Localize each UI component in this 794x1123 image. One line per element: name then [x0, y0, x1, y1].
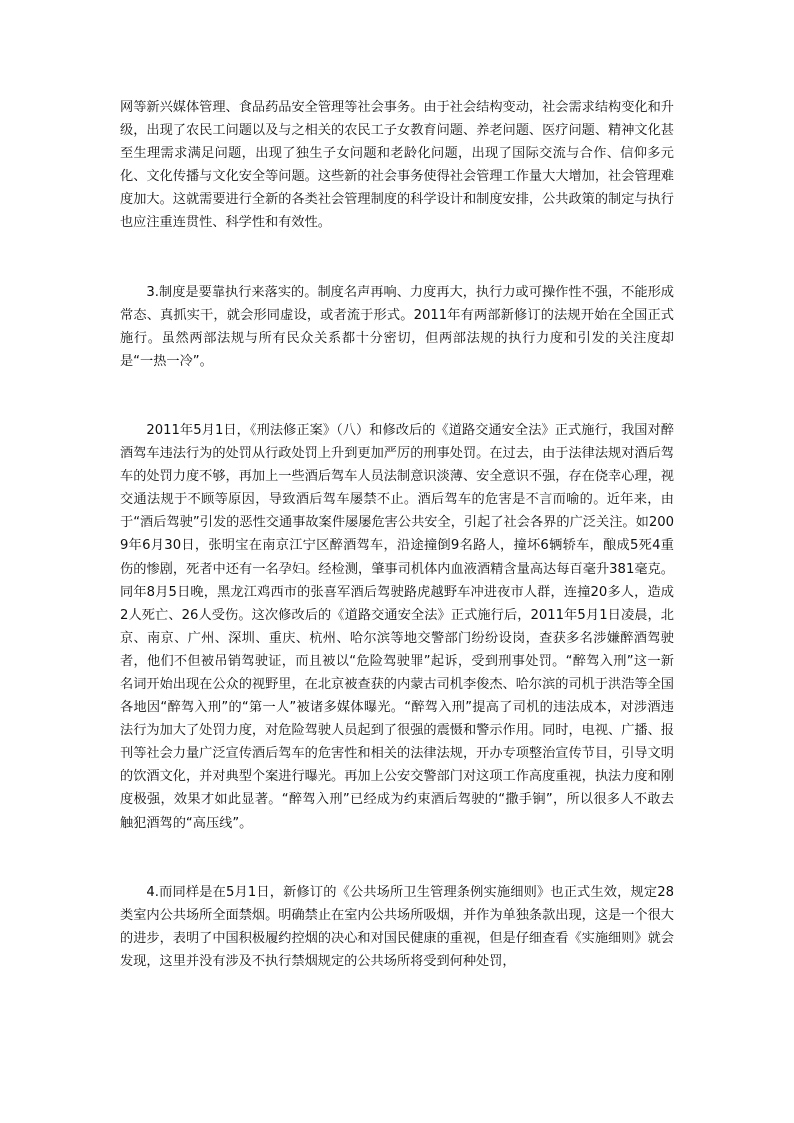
paragraph-social-affairs: 网等新兴媒体管理、食品药品安全管理等社会事务。由于社会结构变动，社会需求结构变化和升级，出现了农民工问题以及与之相关的农民工子女教育问题、养老问题、医疗问题、精神文化甚至生理需求满足问题，出现了独生子女问题和老龄化问题，出现了国际交流与合作、信仰多元化、文化传播与文化安全等问题。这些新的社会事务使得社会管理工作量大大增加，社会管理难度加大。这就需要进行全新的各类社会管理制度的科学设计和制度安排，公共政策的制定与执行也应注重连贯性、科学性和有效性。 [120, 100, 674, 231]
paragraph-point-4: 4.而同样是在5月1日，新修订的《公共场所卫生管理条例实施细则》也正式生效，规定28类室内公共场所全面禁烟。明确禁止在室内公共场所吸烟，并作为单独条款出现，这是一个很大的进步，表明了中国积极履约控烟的决心和对国民健康的重视，但是仔细查看《实施细则》就会发现，这里并没有涉及不执行禁烟规定的公共场所将受到何种处罚， [120, 884, 674, 969]
paragraph-point-3: 3.制度是要靠执行来落实的。制度名声再响、力度再大，执行力或可操作性不强，不能形成常态、真抓实干，就会形同虚设，或者流于形式。2011年有两部新修订的法规开始在全国正式施行。虽然两部法规与所有民众关系都十分密切，但两部法规的执行力度和引发的关注度却是“一热一冷”。 [120, 284, 674, 369]
paragraph-gap [120, 835, 674, 881]
paragraph-gap [120, 235, 674, 281]
document-body [120, 96, 674, 973]
paragraph-drunk-driving: 2011年5月1日，《刑法修正案》（八）和修改后的《道路交通安全法》正式施行，我国对醉酒驾车违法行为的处罚从行政处罚上升到更加严厉的刑事处罚。在过去，由于法律法规对酒后驾车的处罚力度不够，再加上一些酒后驾车人员法制意识淡薄、安全意识不强，存在侥幸心理，视交通法规于不顾等原因，导致酒后驾车屡禁不止。酒后驾车的危害是不言而喻的。近年来，由于“酒后驾驶”引发的恶性交通事故案件屡屡危害公共安全，引起了社会各界的广泛关注。如2009年6月30日，张明宝在南京江宁区醉酒驾车，沿途撞倒9名路人，撞坏6辆轿车，酿成5死4重伤的惨剧，死者中还有一名孕妇。经检测，肇事司机体内血液酒精含量高达每百毫升381毫克。同年8月5日晚，黑龙江鸡西市的张喜军酒后驾驶路虎越野车冲进夜市人群，连撞20多人，造成2人死亡、26人受伤。这次修改后的《道路交通安全法》正式施行后，2011年5月1日凌晨，北京、南京、广州、深圳、重庆、杭州、哈尔滨等地交警部门纷纷设岗，查获多名涉嫌醉酒驾驶者，他们不但被吊销驾驶证，而且被以“危险驾驶罪”起诉，受到刑事处罚。“醉驾入刑”这一新名词开始出现在公众的视野里，在北京被查获的内蒙古司机李俊杰、哈尔滨的司机于洪浩等全国各地因“醉驾入刑”的“第一人”被诸多媒体曝光。“醉驾入刑”提高了司机的违法成本，对涉酒违法行为加大了处罚力度，对危险驾驶人员起到了很强的震慑和警示作用。同时，电视、广播、报刊等社会力量广泛宣传酒后驾车的危害性和相关的法律法规，开办专项整治宣传节目，引导文明的饮酒文化，并对典型个案进行曝光。再加上公安交警部门对这项工作高度重视，执法力度和刚度极强，效果才如此显著。“醉驾入刑”已经成为约束酒后驾驶的“撒手锏”，所以很多人不敢去触犯酒驾的“高压线”。 [120, 422, 674, 831]
paragraph-gap [120, 373, 674, 419]
